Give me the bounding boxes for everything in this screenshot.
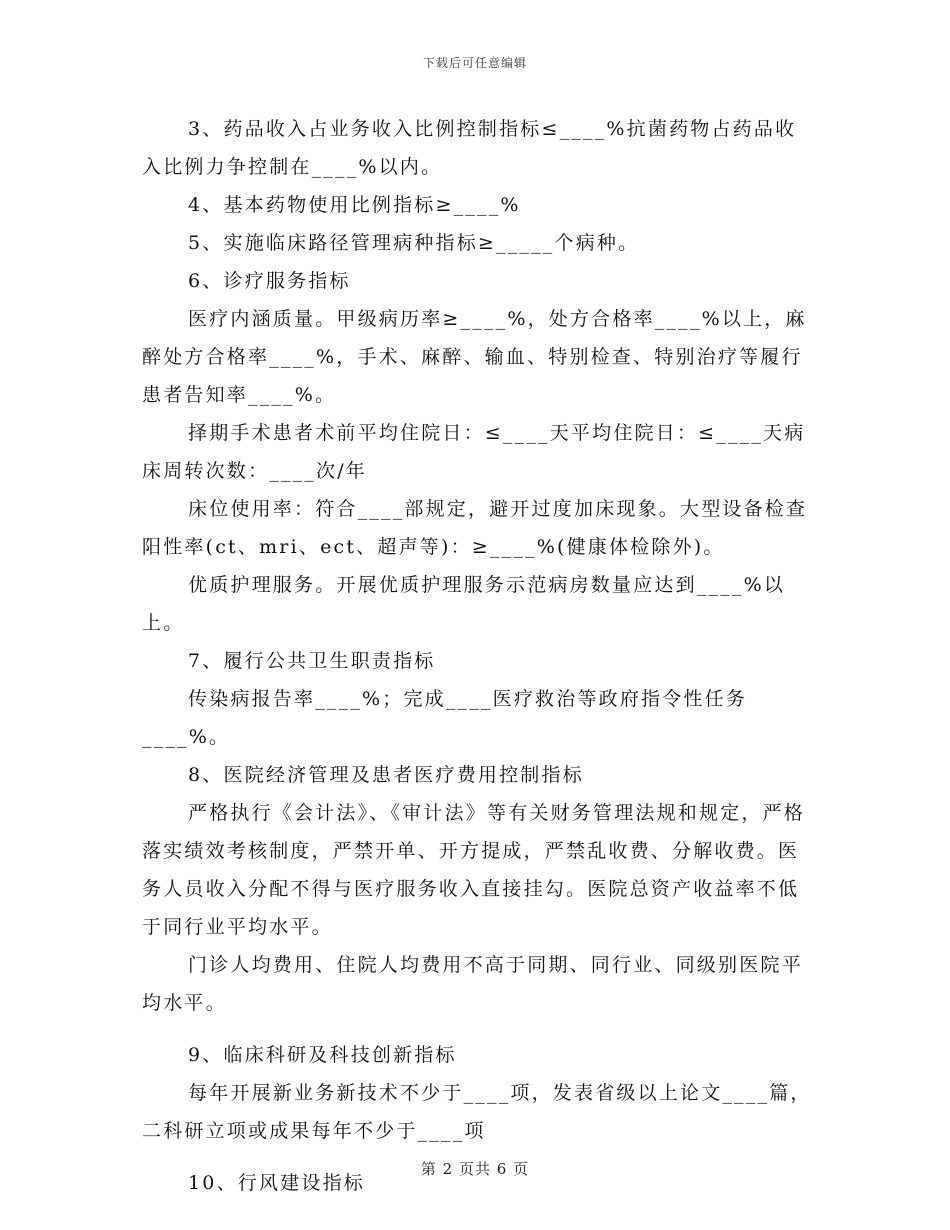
heading-public-health: 7、履行公共卫生职责指标 <box>188 650 436 672</box>
paragraph-bed-usage: 床位使用率：符合____部规定，避开过度加床现象。大型设备检查阳性率(ct、mri、ect、超声等)：≥____%(健康体检除外)。 <box>142 498 808 558</box>
paragraph-essential-drugs: 4、基本药物使用比例指标≥____% <box>188 194 521 216</box>
paragraph-nursing-service: 优质护理服务。开展优质护理服务示范病房数量应达到____%以上。 <box>142 574 786 634</box>
paragraph-hospital-stay: 择期手术患者术前平均住院日：≤____天平均住院日：≤____天病床周转次数：____次/年 <box>142 422 806 482</box>
heading-conduct-building: 10、行风建设指标 <box>188 1172 365 1194</box>
paragraph-medical-quality: 医疗内涵质量。甲级病历率≥____%，处方合格率____%以上，麻醉处方合格率____%，手术、麻醉、输血、特别检查、特别治疗等履行患者告知率____%。 <box>142 308 807 406</box>
paragraph-drug-income-ratio: 3、药品收入占业务收入比例控制指标≤____%抗菌药物占药品收入比例力争控制在____%以内。 <box>142 118 797 178</box>
paragraph-clinical-pathway: 5、实施临床路径管理病种指标≥_____个病种。 <box>188 232 640 254</box>
heading-research-innovation: 9、临床科研及科技创新指标 <box>188 1044 457 1066</box>
heading-economic-management: 8、医院经济管理及患者医疗费用控制指标 <box>188 764 584 786</box>
paragraph-financial-rules: 严格执行《会计法》、《审计法》等有关财务管理法规和规定，严格落实绩效考核制度，严禁开单、开方提成，严禁乱收费、分解收费。医务人员收入分配不得与医疗服务收入直接挂勾。医院总资产收益率不低于同行业平均水平。 <box>142 802 806 938</box>
paragraph-infectious-report: 传染病报告率____%；完成____医疗救治等政府指令性任务____%。 <box>142 688 748 748</box>
page-number-footer: 第 2 页共 6 页 <box>420 1160 530 1178</box>
page-header: 下载后可任意编辑 <box>422 56 527 70</box>
paragraph-research-targets: 每年开展新业务新技术不少于____项，发表省级以上论文____篇，二科研立项或成果每年不少于____项 <box>142 1082 812 1142</box>
heading-diagnosis-service: 6、诊疗服务指标 <box>188 270 351 292</box>
document-body <box>142 110 812 1202</box>
paragraph-average-cost: 门诊人均费用、住院人均费用不高于同期、同行业、同级别医院平均水平。 <box>142 954 803 1014</box>
